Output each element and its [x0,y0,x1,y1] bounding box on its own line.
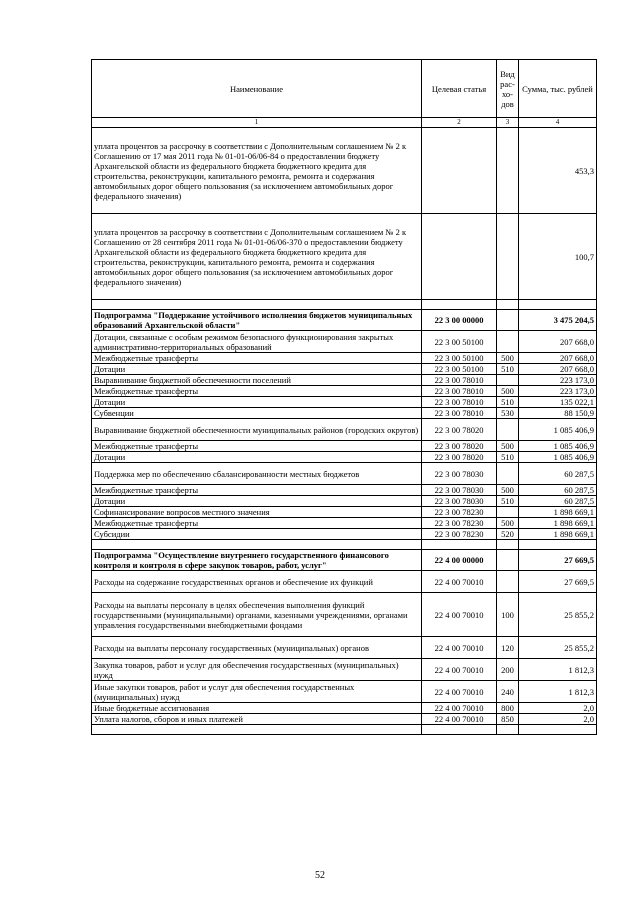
cell-type: 510 [497,397,519,408]
empty-cell [422,725,497,735]
cell-type [497,463,519,485]
empty-cell [497,725,519,735]
cell-code: 22 3 00 78030 [422,496,497,507]
cell-sum: 1 812,3 [519,681,597,703]
empty-cell [422,300,497,310]
cell-sum: 60 287,5 [519,485,597,496]
cell-sum: 207 668,0 [519,364,597,375]
table-row [92,518,597,529]
table-row [92,507,597,518]
cell-sum: 1 085 406,9 [519,452,597,463]
page-number: 52 [315,870,325,881]
cell-name: Уплата налогов, сборов и иных платежей [92,714,422,725]
cell-code: 22 4 00 70010 [422,714,497,725]
cell-type: 850 [497,714,519,725]
cell-type [497,331,519,353]
cell-name: Поддержка мер по обеспечению сбалансированности местных бюджетов [92,463,422,485]
cell-code: 22 3 00 78010 [422,397,497,408]
table-row [92,386,597,397]
cell-name: Закупка товаров, работ и услуг для обеспечения государственных (муниципальных) нужд [92,659,422,681]
cell-sum: 88 150,9 [519,408,597,419]
cell-code: 22 4 00 70010 [422,659,497,681]
cell-type: 100 [497,593,519,637]
table-header-row [92,60,597,118]
cell-name: Выравнивание бюджетной обеспеченности поселений [92,375,422,386]
spacer-row [92,300,597,310]
cell-code: 22 3 00 78020 [422,452,497,463]
cell-sum: 25 855,2 [519,593,597,637]
cell-sum: 1 898 669,1 [519,507,597,518]
cell-name: Субвенции [92,408,422,419]
header-type: Вид рас-хо-дов [497,60,519,118]
cell-name: Межбюджетные трансферты [92,441,422,452]
cell-code: 22 4 00 70010 [422,681,497,703]
cell-sum: 100,7 [519,214,597,300]
empty-cell [519,300,597,310]
cell-code: 22 3 00 50100 [422,353,497,364]
cell-name: Межбюджетные трансферты [92,518,422,529]
table-row [92,637,597,659]
cell-name: Субсидии [92,529,422,540]
cell-code: 22 3 00 78020 [422,441,497,452]
cell-sum: 2,0 [519,703,597,714]
cell-sum: 1 085 406,9 [519,419,597,441]
table-row [92,463,597,485]
cell-type: 800 [497,703,519,714]
empty-cell [92,540,422,550]
cell-code: 22 3 00 78010 [422,408,497,419]
cell-type: 520 [497,529,519,540]
cell-type: 530 [497,408,519,419]
cell-name: Иные бюджетные ассигнования [92,703,422,714]
table-row [92,419,597,441]
cell-sum: 453,3 [519,128,597,214]
empty-cell [422,540,497,550]
table-row [92,375,597,386]
cell-sum: 60 287,5 [519,496,597,507]
cell-type [497,214,519,300]
cell-code: 22 4 00 70010 [422,571,497,593]
cell-sum: 1 898 669,1 [519,529,597,540]
table-row [92,659,597,681]
table-row [92,681,597,703]
cell-code: 22 3 00 78010 [422,386,497,397]
cell-code: 22 3 00 00000 [422,310,497,331]
cell-name: уплата процентов за рассрочку в соответствии с Дополнительным соглашением № 2 к Соглашению от 17 мая 2011 года № 01-01-06/06-84 о предоставлении бюджету Архангельской области из федерального бюджета бюджетного кредита для строительства, реконструкции, капитального ремонта, ремонта и содержания автомобильных дорог общего пользования (за исключением автомобильных дорог федерального значения) [92,128,422,214]
cell-sum: 25 855,2 [519,637,597,659]
table-row [92,529,597,540]
cell-code: 22 4 00 00000 [422,550,497,571]
table-row [92,397,597,408]
column-index-row [92,118,597,128]
cell-name: Подпрограмма "Осуществление внутреннего государственного финансового контроля и контроля в сфере закупок товаров, работ, услуг" [92,550,422,571]
empty-cell [92,300,422,310]
cell-name: Выравнивание бюджетной обеспеченности муниципальных районов (городских округов) [92,419,422,441]
table-row [92,593,597,637]
cell-sum: 223 173,0 [519,375,597,386]
empty-cell [92,725,422,735]
table-row [92,703,597,714]
cell-code: 22 3 00 50100 [422,364,497,375]
cell-sum: 2,0 [519,714,597,725]
cell-code: 22 3 00 78020 [422,419,497,441]
empty-cell [519,540,597,550]
table-row [92,485,597,496]
cell-name: Межбюджетные трансферты [92,353,422,364]
cell-sum: 1 085 406,9 [519,441,597,452]
cell-sum: 3 475 204,5 [519,310,597,331]
cell-code: 22 4 00 70010 [422,703,497,714]
index-cell: 4 [519,118,597,128]
cell-type: 240 [497,681,519,703]
cell-sum: 135 022,1 [519,397,597,408]
subprogram-row [92,310,597,331]
cell-name: Расходы на выплаты персоналу в целях обеспечения выполнения функций государственными (муниципальными) органами, казенными учреждениями, органами управления государственными внебюджетными фондами [92,593,422,637]
cell-name: Дотации [92,397,422,408]
table-row [92,214,597,300]
cell-type [497,419,519,441]
cell-sum: 60 287,5 [519,463,597,485]
cell-type [497,571,519,593]
cell-type: 510 [497,452,519,463]
cell-code: 22 3 00 78010 [422,375,497,386]
header-name: Наименование [92,60,422,118]
cell-sum: 1 898 669,1 [519,518,597,529]
table-row [92,408,597,419]
cell-type [497,375,519,386]
cell-type [497,128,519,214]
cell-sum: 223 173,0 [519,386,597,397]
cell-type: 500 [497,353,519,364]
table-row [92,452,597,463]
cell-code [422,214,497,300]
index-cell: 1 [92,118,422,128]
cell-name: Дотации [92,452,422,463]
cell-type: 510 [497,496,519,507]
cell-name: Межбюджетные трансферты [92,485,422,496]
cell-sum: 27 669,5 [519,550,597,571]
cell-name: Иные закупки товаров, работ и услуг для обеспечения государственных (муниципальных) нужд [92,681,422,703]
cell-sum: 27 669,5 [519,571,597,593]
cell-name: Расходы на выплаты персоналу государственных (муниципальных) органов [92,637,422,659]
cell-type [497,310,519,331]
cell-name: Дотации [92,364,422,375]
cell-name: Подпрограмма "Поддержание устойчивого исполнения бюджетов муниципальных образований Архангельской области" [92,310,422,331]
table-row [92,714,597,725]
table-row [92,571,597,593]
table-row [92,496,597,507]
table-row [92,441,597,452]
cell-name: уплата процентов за рассрочку в соответствии с Дополнительным соглашением № 2 к Соглашению от 28 сентября 2011 года № 01-01-06/06-370 о предоставлении бюджету Архангельской области из федерального бюджета бюджетного кредита для строительства, реконструкции, капитального ремонта, ремонта и содержания автомобильных дорог общего пользования (за исключением автомобильных дорог федерального значения) [92,214,422,300]
cell-type: 500 [497,441,519,452]
cell-type [497,550,519,571]
cell-type: 500 [497,485,519,496]
spacer-row [92,725,597,735]
empty-cell [497,300,519,310]
cell-sum: 207 668,0 [519,353,597,364]
cell-code: 22 3 00 50100 [422,331,497,353]
header-sum: Сумма, тыс. рублей [519,60,597,118]
cell-sum: 1 812,3 [519,659,597,681]
cell-type: 120 [497,637,519,659]
empty-cell [519,725,597,735]
cell-name: Расходы на содержание государственных органов и обеспечение их функций [92,571,422,593]
cell-name: Дотации [92,496,422,507]
index-cell: 3 [497,118,519,128]
subprogram-row [92,550,597,571]
cell-type: 510 [497,364,519,375]
cell-name: Софинансирование вопросов местного значения [92,507,422,518]
cell-code [422,128,497,214]
empty-cell [497,540,519,550]
cell-type: 200 [497,659,519,681]
budget-table [91,59,597,735]
spacer-row [92,540,597,550]
header-code: Целевая статья [422,60,497,118]
cell-code: 22 3 00 78230 [422,529,497,540]
cell-sum: 207 668,0 [519,331,597,353]
cell-code: 22 3 00 78030 [422,485,497,496]
cell-type: 500 [497,518,519,529]
cell-name: Межбюджетные трансферты [92,386,422,397]
cell-code: 22 4 00 70010 [422,593,497,637]
cell-type: 500 [497,386,519,397]
table-row [92,128,597,214]
index-cell: 2 [422,118,497,128]
cell-type [497,507,519,518]
table-row [92,331,597,353]
cell-code: 22 3 00 78030 [422,463,497,485]
cell-code: 22 4 00 70010 [422,637,497,659]
table-row [92,353,597,364]
cell-code: 22 3 00 78230 [422,507,497,518]
cell-code: 22 3 00 78230 [422,518,497,529]
table-row [92,364,597,375]
cell-name: Дотации, связанные с особым режимом безопасного функционирования закрытых административно-территориальных образований [92,331,422,353]
